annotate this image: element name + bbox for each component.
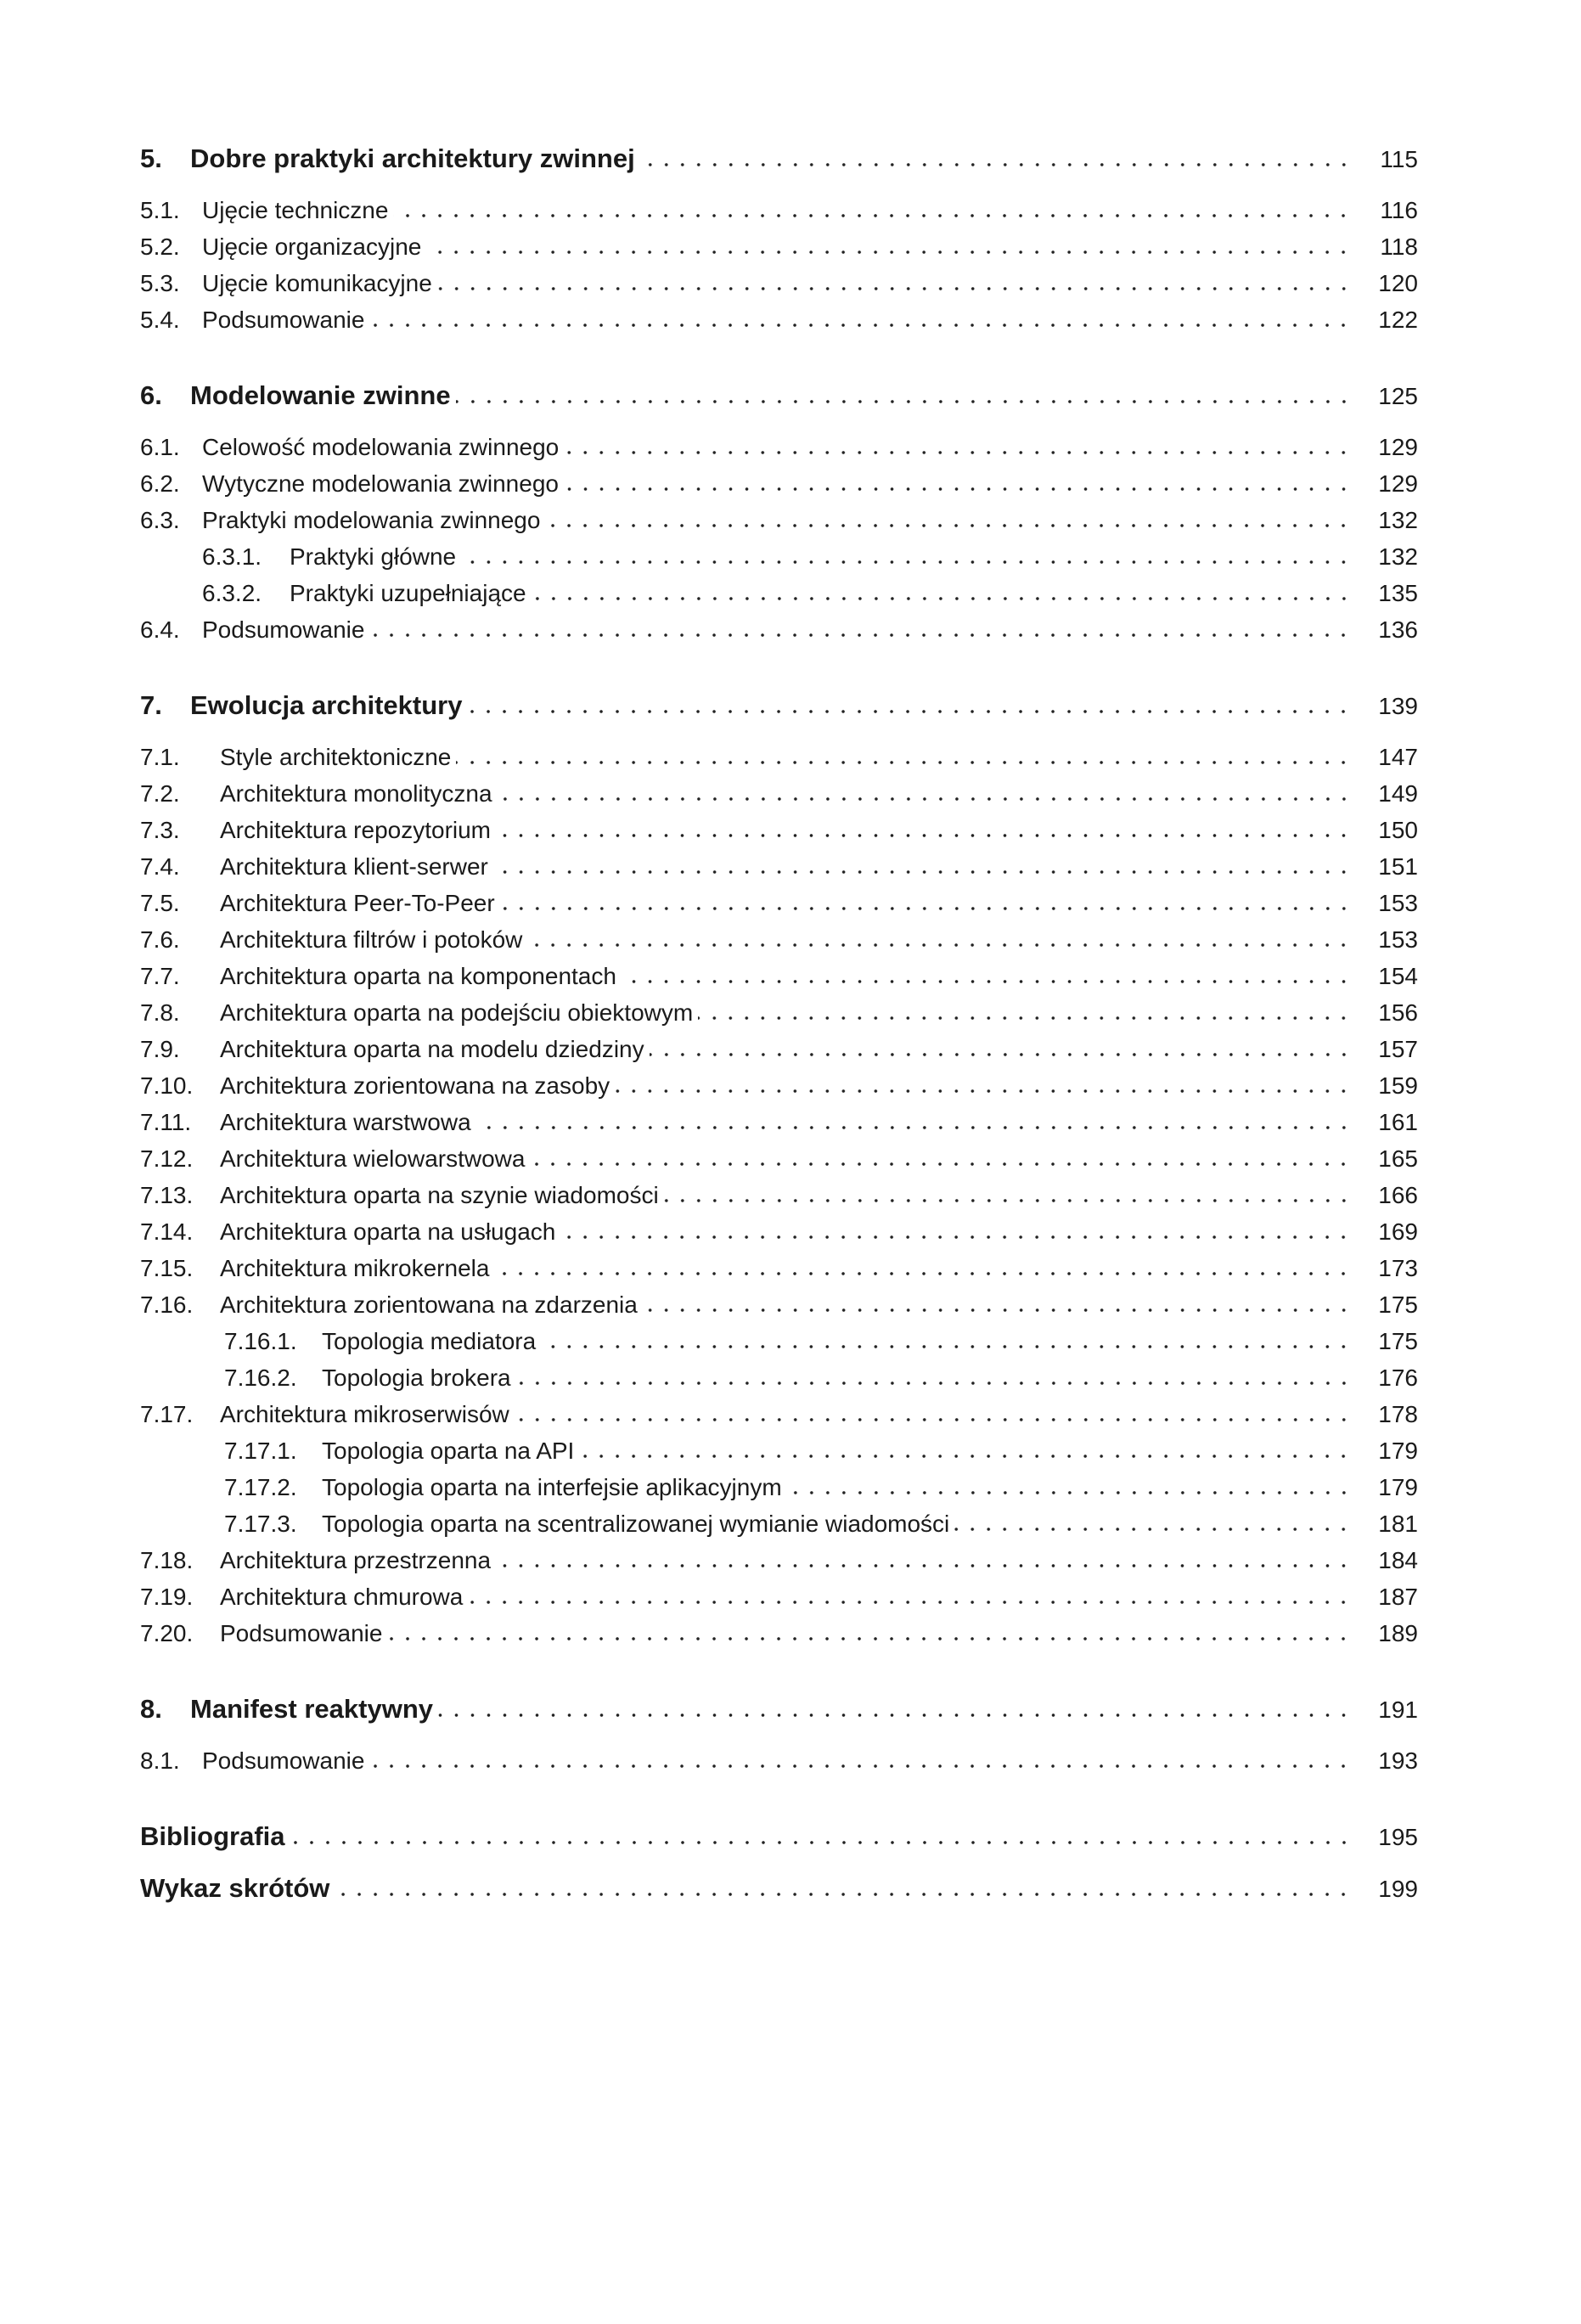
toc-entry-page: 150 <box>1378 817 1418 843</box>
toc-entry <box>140 1742 1418 1779</box>
toc-entry-number: 7.12. <box>140 1145 194 1172</box>
toc-entry-title: Architektura monolityczna <box>220 780 492 807</box>
toc-entry-number: 7.15. <box>140 1255 194 1281</box>
dot-leader <box>493 869 1352 875</box>
toc-entry-page: 115 <box>1380 146 1418 172</box>
dot-leader <box>456 760 1352 765</box>
toc-entry-page: 159 <box>1378 1072 1418 1099</box>
toc-entry-title: Architektura filtrów i potoków <box>220 926 523 953</box>
toc-entry <box>140 575 1418 611</box>
toc-entry <box>140 848 1418 885</box>
toc-entry-title: Podsumowanie <box>202 307 365 333</box>
toc-entry-title: Architektura mikrokernela <box>220 1255 490 1281</box>
toc-entry-page: 118 <box>1380 234 1418 260</box>
toc-entry <box>140 1031 1418 1067</box>
toc-entry <box>140 1578 1418 1615</box>
toc-entry-number: 7. <box>140 690 162 720</box>
toc-entry-page: 175 <box>1378 1328 1418 1354</box>
toc-entry-page: 136 <box>1378 616 1418 643</box>
toc-entry-page: 179 <box>1378 1474 1418 1500</box>
toc-entry-title: Architektura oparta na szynie wiadomości <box>220 1182 659 1208</box>
toc-entry-number: 7.13. <box>140 1182 194 1208</box>
toc-entry-page: 166 <box>1378 1182 1418 1208</box>
toc-entry-title: Architektura warstwowa <box>220 1109 471 1135</box>
toc-entry-title: Dobre praktyki architektury zwinnej <box>190 143 635 173</box>
toc-entry-title: Topologia oparta na interfejsie aplikacyjnym <box>322 1474 782 1500</box>
toc-entry-number: 7.9. <box>140 1036 180 1062</box>
toc-entry <box>140 1396 1418 1432</box>
toc-entry <box>140 1542 1418 1578</box>
dot-leader <box>954 1527 1352 1532</box>
toc-entry-title: Architektura chmurowa <box>220 1584 464 1610</box>
toc-entry-number: 6.3. <box>140 507 180 533</box>
toc-entry <box>140 265 1418 301</box>
toc-entry-number: 7.16.1. <box>224 1328 297 1354</box>
toc-entry-title: Topologia brokera <box>322 1365 511 1391</box>
toc-entry-title: Praktyki modelowania zwinnego <box>202 507 541 533</box>
toc-entry-page: 122 <box>1378 307 1418 333</box>
toc-entry-number: 6.4. <box>140 616 180 643</box>
toc-entry-title: Ujęcie techniczne <box>202 197 389 223</box>
toc-entry-number: 7.17.1. <box>224 1438 297 1464</box>
toc-chapter-entry <box>140 1691 1418 1742</box>
toc-entry-number: 5.4. <box>140 307 180 333</box>
toc-entry-title: Celowość modelowania zwinnego <box>202 434 560 460</box>
toc-entry-page: 189 <box>1378 1620 1418 1646</box>
toc-entry-title: Architektura przestrzenna <box>220 1547 492 1573</box>
toc-entry-page: 154 <box>1378 963 1418 989</box>
toc-entry-number: 6. <box>140 380 162 410</box>
toc-entry <box>140 1213 1418 1250</box>
toc-entry <box>140 1177 1418 1213</box>
toc-entry <box>140 812 1418 848</box>
toc-entry-page: 129 <box>1378 470 1418 497</box>
toc-chapter-entry <box>140 687 1418 739</box>
toc-entry-page: 179 <box>1378 1438 1418 1464</box>
dot-leader <box>560 1235 1352 1240</box>
toc-entry-number: 7.17.3. <box>224 1511 297 1537</box>
toc-entry <box>140 228 1418 265</box>
toc-entry <box>140 1323 1418 1359</box>
toc-entry-title: Style architektoniczne <box>220 744 452 770</box>
toc-entry-page: 161 <box>1378 1109 1418 1135</box>
dot-leader <box>387 1636 1352 1641</box>
toc-entry-number: 7.4. <box>140 853 180 880</box>
dot-leader <box>564 450 1352 455</box>
toc-entry <box>140 611 1418 648</box>
toc-entry-number: 7.16. <box>140 1291 194 1318</box>
toc-entry <box>140 1432 1418 1469</box>
dot-leader <box>564 487 1352 492</box>
dot-leader <box>541 1344 1352 1349</box>
toc-entry <box>140 1359 1418 1396</box>
dot-leader <box>787 1490 1352 1495</box>
toc-entry <box>140 739 1418 775</box>
toc-entry-number: 7.6. <box>140 926 180 953</box>
toc-entry-title: Architektura Peer-To-Peer <box>220 890 495 916</box>
toc-entry-number: 5.2. <box>140 234 180 260</box>
toc-entry-number: 7.20. <box>140 1620 194 1646</box>
toc-entry <box>140 775 1418 812</box>
dot-leader <box>698 1016 1352 1021</box>
toc-entry-number: 7.1. <box>140 744 180 770</box>
toc-entry-title: Topologia oparta na API <box>322 1438 575 1464</box>
toc-entry-page: 153 <box>1378 890 1418 916</box>
toc-entry-number: 7.8. <box>140 999 180 1026</box>
dot-leader <box>468 1600 1352 1605</box>
dot-leader <box>530 1162 1352 1167</box>
dot-leader <box>545 523 1352 528</box>
toc-entry <box>140 465 1418 502</box>
toc-entry-title: Architektura mikroserwisów <box>220 1401 509 1427</box>
toc-entry-title: Modelowanie zwinne <box>190 380 451 410</box>
toc-entry <box>140 885 1418 921</box>
toc-entry-page: 132 <box>1378 543 1418 570</box>
toc-entry-title: Ewolucja architektury <box>190 690 463 720</box>
toc-entry-title: Topologia mediatora <box>322 1328 537 1354</box>
toc-entry-page: 176 <box>1378 1365 1418 1391</box>
toc-entry-title: Wykaz skrótów <box>140 1873 330 1903</box>
dot-leader <box>461 560 1352 565</box>
toc-entry-number: 7.14. <box>140 1218 194 1245</box>
toc-chapter-entry <box>140 1870 1418 1922</box>
toc-entry-number: 5. <box>140 143 162 173</box>
toc-entry-number: 6.3.2. <box>202 580 262 606</box>
toc-entry-page: 181 <box>1378 1511 1418 1537</box>
toc-entry-page: 184 <box>1378 1547 1418 1573</box>
toc-entry-page: 132 <box>1378 507 1418 533</box>
toc-entry-title: Podsumowanie <box>220 1620 383 1646</box>
toc-entry <box>140 1286 1418 1323</box>
toc-entry-number: 8. <box>140 1694 162 1724</box>
toc-entry-page: 175 <box>1378 1291 1418 1318</box>
toc-entry <box>140 1067 1418 1104</box>
toc-entry-title: Architektura zorientowana na zdarzenia <box>220 1291 638 1318</box>
toc-entry-title: Architektura oparta na usługach <box>220 1218 556 1245</box>
toc-entry-title: Architektura wielowarstwowa <box>220 1145 526 1172</box>
toc-entry-page: 169 <box>1378 1218 1418 1245</box>
toc-entry-page: 147 <box>1378 744 1418 770</box>
toc-entry-page: 135 <box>1378 580 1418 606</box>
toc-entry <box>140 502 1418 538</box>
toc-entry-number: 7.11. <box>140 1109 192 1135</box>
toc-entry-page: 116 <box>1380 197 1418 223</box>
dot-leader <box>640 162 1352 167</box>
toc-entry-page: 149 <box>1378 780 1418 807</box>
dot-leader <box>664 1198 1352 1203</box>
toc-entry-page: 129 <box>1378 434 1418 460</box>
toc-entry-number: 6.3.1. <box>202 543 262 570</box>
toc-entry-page: 157 <box>1378 1036 1418 1062</box>
toc-entry <box>140 429 1418 465</box>
dot-leader <box>643 1308 1352 1313</box>
toc-entry-number: 7.10. <box>140 1072 194 1099</box>
table-of-contents <box>140 140 1418 1922</box>
toc-entry-title: Wytyczne modelowania zwinnego <box>202 470 559 497</box>
toc-entry <box>140 958 1418 994</box>
dot-leader <box>290 1840 1352 1845</box>
toc-entry-number: 6.2. <box>140 470 180 497</box>
toc-entry <box>140 1469 1418 1505</box>
dot-leader <box>467 709 1352 714</box>
toc-entry-page: 125 <box>1378 383 1418 409</box>
dot-leader <box>369 323 1352 328</box>
toc-entry <box>140 1615 1418 1652</box>
toc-entry-page: 199 <box>1378 1876 1418 1902</box>
toc-entry-page: 173 <box>1378 1255 1418 1281</box>
toc-entry-number: 7.7. <box>140 963 180 989</box>
toc-entry <box>140 192 1418 228</box>
toc-entry-title: Praktyki uzupełniające <box>290 580 526 606</box>
toc-entry-title: Ujęcie organizacyjne <box>202 234 422 260</box>
toc-chapter-entry <box>140 1818 1418 1870</box>
dot-leader <box>527 943 1352 948</box>
dot-leader <box>426 250 1352 255</box>
toc-entry-number: 7.18. <box>140 1547 194 1573</box>
toc-entry <box>140 921 1418 958</box>
toc-entry <box>140 538 1418 575</box>
dot-leader <box>438 1713 1352 1718</box>
toc-entry-page: 191 <box>1378 1697 1418 1723</box>
toc-entry <box>140 994 1418 1031</box>
toc-entry-number: 7.2. <box>140 780 180 807</box>
toc-entry-number: 6.1. <box>140 434 180 460</box>
toc-entry-title: Architektura klient-serwer <box>220 853 488 880</box>
toc-entry-page: 120 <box>1378 270 1418 296</box>
toc-entry-page: 156 <box>1378 999 1418 1026</box>
toc-entry-page: 151 <box>1378 853 1418 880</box>
dot-leader <box>494 1271 1352 1276</box>
dot-leader <box>515 1417 1352 1422</box>
toc-entry <box>140 1104 1418 1140</box>
toc-entry-page: 193 <box>1378 1747 1418 1774</box>
dot-leader <box>476 1125 1352 1130</box>
toc-entry-number: 7.19. <box>140 1584 194 1610</box>
toc-entry-title: Podsumowanie <box>202 616 365 643</box>
dot-leader <box>393 213 1352 218</box>
toc-entry-title: Manifest reaktywny <box>190 1694 433 1724</box>
toc-entry-title: Ujęcie komunikacyjne <box>202 270 432 296</box>
dot-leader <box>496 833 1352 838</box>
toc-entry-title: Architektura repozytorium <box>220 817 492 843</box>
toc-entry <box>140 301 1418 338</box>
toc-chapter-entry <box>140 140 1418 192</box>
toc-entry <box>140 1140 1418 1177</box>
dot-leader <box>437 286 1352 291</box>
dot-leader <box>456 399 1352 404</box>
toc-entry-title: Topologia oparta na scentralizowanej wymianie wiadomości <box>322 1511 950 1537</box>
toc-entry-page: 165 <box>1378 1145 1418 1172</box>
toc-entry-number: 7.17.2. <box>224 1474 297 1500</box>
toc-entry-number: 7.5. <box>140 890 180 916</box>
toc-entry <box>140 1250 1418 1286</box>
toc-entry-title: Architektura oparta na modelu dziedziny <box>220 1036 644 1062</box>
dot-leader <box>579 1454 1352 1459</box>
dot-leader <box>369 1764 1352 1769</box>
dot-leader <box>500 906 1352 911</box>
dot-leader <box>532 596 1352 601</box>
dot-leader <box>496 1563 1352 1568</box>
toc-entry <box>140 1505 1418 1542</box>
toc-entry-page: 187 <box>1378 1584 1418 1610</box>
toc-entry-page: 195 <box>1378 1824 1418 1850</box>
dot-leader <box>516 1381 1352 1386</box>
toc-entry-page: 178 <box>1378 1401 1418 1427</box>
toc-entry-number: 8.1. <box>140 1747 180 1774</box>
toc-entry-title: Bibliografia <box>140 1821 285 1851</box>
toc-entry-title: Architektura oparta na podejściu obiektowym <box>220 999 694 1026</box>
toc-entry-title: Podsumowanie <box>202 1747 365 1774</box>
dot-leader <box>369 633 1352 638</box>
toc-entry-page: 153 <box>1378 926 1418 953</box>
toc-entry-title: Praktyki główne <box>290 543 457 570</box>
toc-entry-number: 5.3. <box>140 270 180 296</box>
toc-entry-number: 7.3. <box>140 817 180 843</box>
toc-entry-number: 7.17. <box>140 1401 194 1427</box>
toc-entry-number: 5.1. <box>140 197 180 223</box>
toc-entry-title: Architektura oparta na komponentach <box>220 963 616 989</box>
toc-entry-page: 139 <box>1378 693 1418 719</box>
dot-leader <box>650 1052 1352 1057</box>
toc-entry-number: 7.16.2. <box>224 1365 297 1391</box>
toc-chapter-entry <box>140 377 1418 429</box>
dot-leader <box>622 979 1352 984</box>
toc-entry-title: Architektura zorientowana na zasoby <box>220 1072 610 1099</box>
dot-leader <box>498 796 1352 802</box>
dot-leader <box>335 1892 1352 1897</box>
dot-leader <box>615 1089 1352 1094</box>
